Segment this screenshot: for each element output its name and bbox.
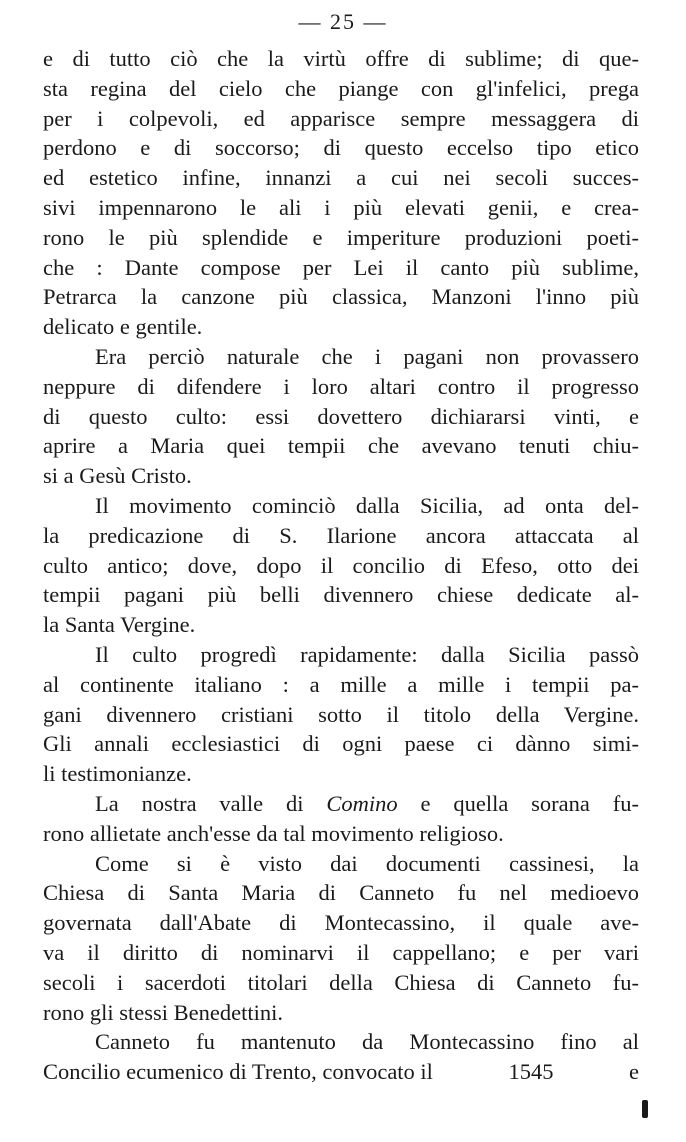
text-line: governata dall'Abate di Montecassino, il quale ave- [43, 910, 639, 936]
underlined-text: Concilio ecumenico di Trento, convocato il [43, 1057, 433, 1087]
text-line: rono allietate anch'esse da tal movimento religioso. [43, 820, 504, 846]
text-line: perdono e di soccorso; di questo eccelso tipo etico [43, 135, 639, 161]
text-line: culto antico; dove, dopo il concilio di Efeso, otto dei [43, 552, 639, 578]
text-line [43, 789, 639, 819]
text-line: rono le più splendide e imperiture produzioni poeti- [43, 224, 639, 250]
text-line: tempii pagani più belli divennero chiese dedicate al- [43, 582, 639, 608]
text-line: sta regina del cielo che piange con gl'infelici, prega [43, 75, 639, 101]
text-line: delicato e gentile. [43, 314, 203, 340]
text-line: ed estetico infine, innanzi a cui nei secoli succes- [43, 165, 639, 191]
text-line: Canneto fu mantenuto da Montecassino fino al [95, 1029, 639, 1055]
text-line: rono gli stessi Benedettini. [43, 999, 283, 1025]
text-run: La nostra valle di [95, 790, 327, 816]
text-line: sivi impennarono le ali i più elevati genii, e crea- [43, 194, 639, 220]
text-line: Era perciò naturale che i pagani non provassero [95, 343, 639, 369]
page-number: — 25 — [298, 9, 388, 34]
text-line: Come si è visto dai documenti cassinesi, la [95, 850, 639, 876]
text-line: si a Gesù Cristo. [43, 463, 192, 489]
text-line: Gli annali ecclesiastici di ogni paese ci dànno simi- [43, 731, 639, 757]
text-line: secoli i sacerdoti titolari della Chiesa di Canneto fu- [43, 969, 639, 995]
text-line: che : Dante compose per Lei il canto più sublime, [43, 254, 639, 280]
text-line: Chiesa di Santa Maria di Canneto fu nel medioevo [43, 880, 639, 906]
text-line: va il diritto di nominarvi il cappellano; e per vari [43, 939, 639, 965]
text-line: la predicazione di S. Ilarione ancora attaccata al [43, 522, 639, 548]
text-run: e quella sorana fu- [397, 790, 639, 816]
text-line: Petrarca la canzone più classica, Manzoni l'inno più [43, 284, 639, 310]
text-line [43, 1057, 639, 1087]
text-line: li testimonianze. [43, 761, 192, 787]
italic-place-name: Comino [326, 790, 398, 816]
text-line: neppure di difendere i loro altari contro il progresso [43, 373, 639, 399]
text-line: per i colpevoli, ed apparisce sempre messaggera di [43, 105, 639, 131]
text-line: di questo culto: essi dovettero dichiararsi vinti, e [43, 403, 639, 429]
text-line: Il culto progredì rapidamente: dalla Sicilia passò [95, 641, 639, 667]
text-line: e di tutto ciò che la virtù offre di sublime; di que- [43, 46, 639, 71]
ink-mark [642, 1100, 648, 1118]
text-line: la Santa Vergine. [43, 612, 196, 638]
text-run: 1545 e [508, 1059, 639, 1085]
text-line: Il movimento cominciò dalla Sicilia, ad onta del- [95, 492, 639, 518]
text-line: aprire a Maria quei tempii che avevano tenuti chiu- [43, 433, 639, 459]
page-body [43, 44, 639, 1087]
text-line: al continente italiano : a mille a mille i tempii pa- [43, 671, 639, 697]
text-line: gani divennero cristiani sotto il titolo della Vergine. [43, 701, 639, 727]
